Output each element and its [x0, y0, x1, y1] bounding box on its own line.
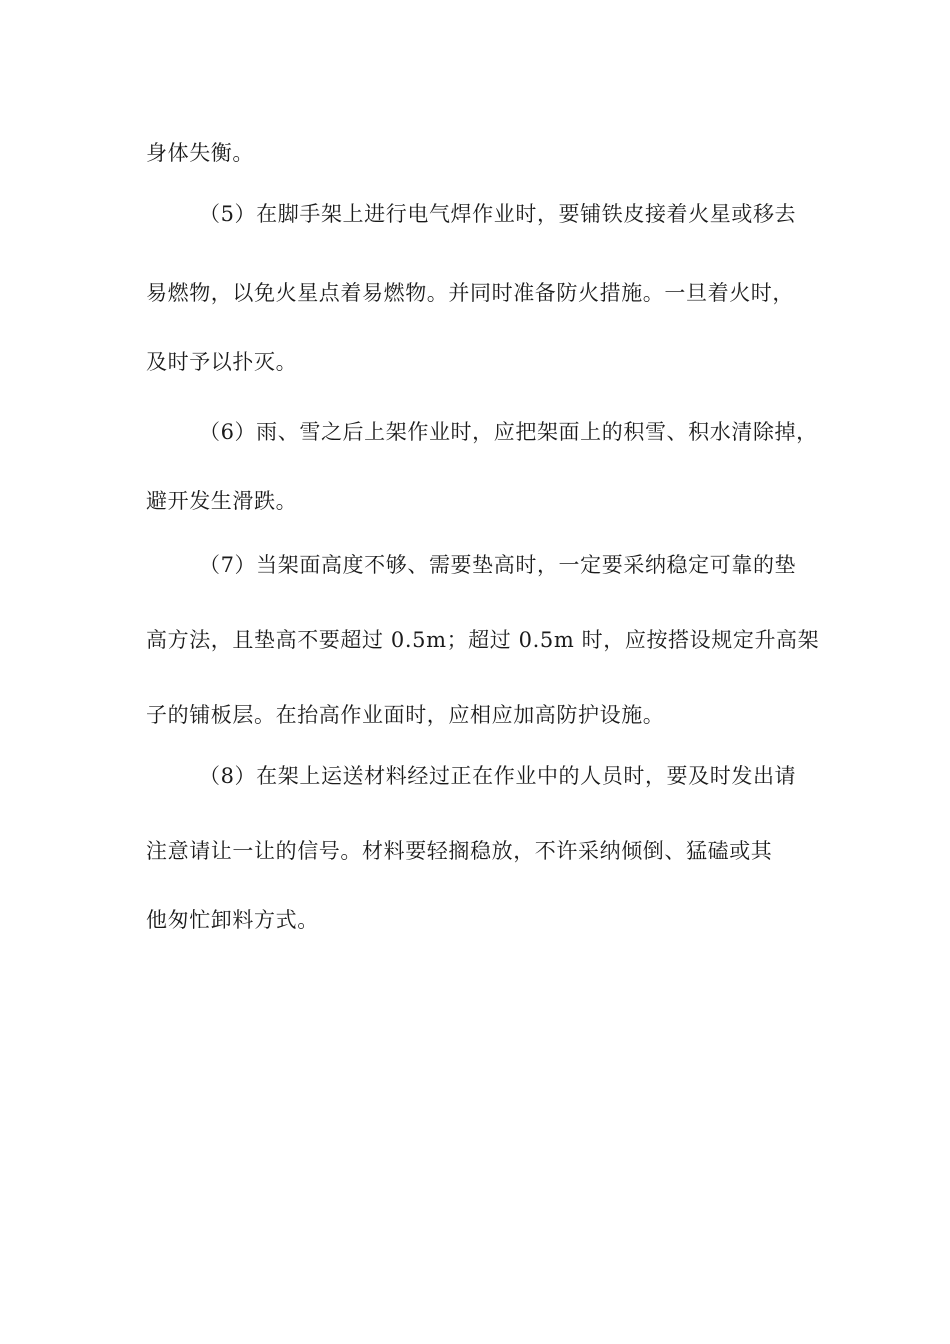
paragraph-line: （6）雨、雪之后上架作业时，应把架面上的积雪、积水清除掉， — [199, 420, 818, 444]
paragraph-line: 易燃物，以免火星点着易燃物。并同时准备防火措施。一旦着火时， — [146, 281, 794, 305]
paragraph-line: 高方法，且垫高不要超过 0.5m；超过 0.5m 时，应按搭设规定升高架 — [146, 628, 820, 652]
paragraph-line: 及时予以扑灭。 — [146, 350, 298, 374]
paragraph-line: 避开发生滑跌。 — [146, 489, 298, 513]
paragraph-line: 他匆忙卸料方式。 — [146, 908, 319, 932]
paragraph-line: （7）当架面高度不够、需要垫高时，一定要采纳稳定可靠的垫 — [199, 553, 797, 577]
paragraph-line: （8）在架上运送材料经过正在作业中的人员时，要及时发出请 — [199, 764, 797, 788]
paragraph-line: 子的铺板层。在抬高作业面时，应相应加高防护设施。 — [146, 703, 665, 727]
paragraph-line: （5）在脚手架上进行电气焊作业时，要铺铁皮接着火星或移去 — [199, 202, 797, 226]
paragraph-line: 注意请让一让的信号。材料要轻搁稳放，不许采纳倾倒、猛磕或其 — [146, 839, 773, 863]
paragraph-line: 身体失衡。 — [146, 141, 254, 165]
